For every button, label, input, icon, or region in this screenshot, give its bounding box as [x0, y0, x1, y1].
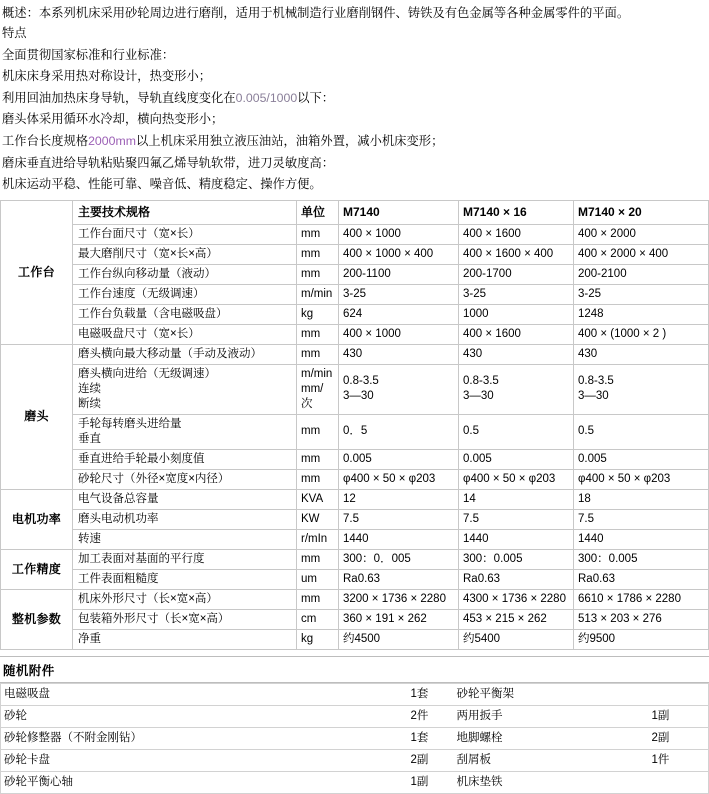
accessory-row	[1, 749, 709, 771]
accessory-row	[1, 727, 709, 749]
spec-row	[1, 324, 709, 344]
model-column-header-3: M7140 × 20	[574, 200, 709, 224]
accessories-section	[0, 656, 709, 794]
group-label-工作精度: 工作精度	[1, 549, 73, 589]
spec-row	[1, 284, 709, 304]
intro-text: 特点	[2, 26, 27, 40]
spec-name-cell: 电气设备总容量	[73, 489, 297, 509]
value-cell-model-3: 300：0.005	[574, 549, 709, 569]
value-cell-model-2: Ra0.63	[459, 569, 574, 589]
accessory-row	[1, 771, 709, 793]
spec-name-cell: 磨头横向进给（无级调速） 连续 断续	[73, 364, 297, 414]
value-cell-model-3: 3-25	[574, 284, 709, 304]
value-cell-model-3: 约9500	[574, 629, 709, 649]
value-cell-model-2: 0.8-3.5 3—30	[459, 364, 574, 414]
value-cell-model-1: 0.005	[339, 449, 459, 469]
intro-highlight: 0.005/1000	[235, 90, 298, 105]
accessory-qty-right: 1副	[649, 705, 709, 727]
value-cell-model-2: 14	[459, 489, 574, 509]
accessory-qty-left: 1副	[408, 771, 454, 793]
spec-row	[1, 489, 709, 509]
accessory-name-right: 机床垫铁	[454, 771, 649, 793]
value-cell-model-3: 18	[574, 489, 709, 509]
spec-name-cell: 工件表面粗糙度	[73, 569, 297, 589]
value-cell-model-3: 0.8-3.5 3—30	[574, 364, 709, 414]
value-cell-model-1: 7.5	[339, 509, 459, 529]
value-cell-model-3: 400 × 2000 × 400	[574, 244, 709, 264]
spec-row	[1, 529, 709, 549]
spec-row	[1, 609, 709, 629]
intro-text: 概述：本系列机床采用砂轮周边进行磨削，适用于机械制造行业磨削钢件、铸铁及有色金属等各种金属零件的平面。	[2, 6, 630, 20]
value-cell-model-1: 400 × 1000	[339, 224, 459, 244]
group-label-整机参数: 整机参数	[1, 589, 73, 649]
value-cell-model-3: 400 × 2000	[574, 224, 709, 244]
accessory-name-right: 刮屑板	[454, 749, 649, 771]
accessory-qty-right: 1件	[649, 749, 709, 771]
accessory-name-right: 地脚螺栓	[454, 727, 649, 749]
spec-row	[1, 469, 709, 489]
value-cell-model-3: 513 × 203 × 276	[574, 609, 709, 629]
unit-cell: KVA	[297, 489, 339, 509]
value-cell-model-3: 0.5	[574, 414, 709, 449]
spec-name-cell: 最大磨削尺寸（宽×长×高）	[73, 244, 297, 264]
spec-name-cell: 工作台面尺寸（宽×长）	[73, 224, 297, 244]
intro-line	[2, 131, 707, 153]
accessory-name-right: 两用扳手	[454, 705, 649, 727]
unit-cell: mm	[297, 589, 339, 609]
intro-highlight: 2000mm	[88, 133, 136, 148]
value-cell-model-2: 3-25	[459, 284, 574, 304]
unit-cell: mm	[297, 324, 339, 344]
value-cell-model-3: 400 × (1000 × 2 )	[574, 324, 709, 344]
unit-cell: um	[297, 569, 339, 589]
value-cell-model-3: Ra0.63	[574, 569, 709, 589]
value-cell-model-1: 430	[339, 344, 459, 364]
intro-text: 全面贯彻国家标准和行业标准：	[2, 47, 175, 62]
intro-line	[2, 88, 707, 110]
unit-cell: mm	[297, 264, 339, 284]
unit-cell: kg	[297, 629, 339, 649]
spec-name-cell: 手轮每转磨头进给量 垂直	[73, 414, 297, 449]
intro-line	[2, 45, 707, 67]
group-label-磨头: 磨头	[1, 344, 73, 489]
unit-cell: kg	[297, 304, 339, 324]
accessory-row	[1, 683, 709, 705]
group-label-cell: 工作台	[1, 200, 73, 344]
value-cell-model-1: 12	[339, 489, 459, 509]
value-cell-model-1: 0.8-3.5 3—30	[339, 364, 459, 414]
spec-row	[1, 344, 709, 364]
spec-row	[1, 449, 709, 469]
spec-name-cell: 砂轮尺寸（外径×宽度×内径）	[73, 469, 297, 489]
unit-column-header: 单位	[297, 200, 339, 224]
intro-line	[2, 23, 707, 45]
spec-row	[1, 264, 709, 284]
accessory-qty-left: 1套	[408, 727, 454, 749]
value-cell-model-3: 200-2100	[574, 264, 709, 284]
model-column-header-2: M7140 × 16	[459, 200, 574, 224]
spec-name-cell: 净重	[73, 629, 297, 649]
unit-cell: mm	[297, 449, 339, 469]
unit-cell: mm	[297, 244, 339, 264]
spec-row	[1, 509, 709, 529]
spec-name-cell: 工作台速度（无级调速）	[73, 284, 297, 304]
intro-text: 以上机床采用独立液压油站，油箱外置，减小机床变形；	[135, 133, 444, 148]
value-cell-model-1: 400 × 1000	[339, 324, 459, 344]
spec-row	[1, 244, 709, 264]
intro-text: 磨床垂直进给导轨粘贴聚四氟乙烯导轨软带，进刀灵敏度高：	[2, 155, 335, 170]
value-cell-model-3: 0.005	[574, 449, 709, 469]
value-cell-model-3: 430	[574, 344, 709, 364]
value-cell-model-1: 624	[339, 304, 459, 324]
intro-text: 以下：	[297, 90, 335, 105]
unit-cell: m/min mm/次	[297, 364, 339, 414]
value-cell-model-3: 1440	[574, 529, 709, 549]
accessories-title: 随机附件	[0, 657, 709, 683]
accessory-qty-left: 2件	[408, 705, 454, 727]
unit-cell: cm	[297, 609, 339, 629]
value-cell-model-1: 0．5	[339, 414, 459, 449]
accessory-name-left: 砂轮平衡心轴	[1, 771, 408, 793]
accessory-qty-right	[649, 771, 709, 793]
value-cell-model-2: 0.005	[459, 449, 574, 469]
value-cell-model-1: 1440	[339, 529, 459, 549]
accessory-name-left: 砂轮卡盘	[1, 749, 408, 771]
value-cell-model-2: 1440	[459, 529, 574, 549]
intro-line	[2, 153, 707, 175]
accessory-qty-right	[649, 683, 709, 705]
spec-name-cell: 磨头电动机功率	[73, 509, 297, 529]
value-cell-model-1: φ400 × 50 × φ203	[339, 469, 459, 489]
spec-row	[1, 364, 709, 414]
spec-row	[1, 224, 709, 244]
accessory-name-left: 砂轮修整器（不附金刚钻）	[1, 727, 408, 749]
unit-cell: KW	[297, 509, 339, 529]
unit-cell: m/min	[297, 284, 339, 304]
value-cell-model-1: 200-1100	[339, 264, 459, 284]
intro-line	[2, 0, 707, 23]
unit-cell: mm	[297, 344, 339, 364]
value-cell-model-2: 400 × 1600	[459, 324, 574, 344]
intro-text: 磨头体采用循环水冷却，横向热变形小；	[2, 112, 224, 127]
value-cell-model-3: 1248	[574, 304, 709, 324]
intro-line	[2, 66, 707, 88]
spec-name-cell: 加工表面对基面的平行度	[73, 549, 297, 569]
value-cell-model-2: 453 × 215 × 262	[459, 609, 574, 629]
accessory-qty-right: 2副	[649, 727, 709, 749]
intro-text: 机床运动平稳、性能可靠、噪音低、精度稳定、操作方便。	[2, 177, 322, 192]
value-cell-model-2: 200-1700	[459, 264, 574, 284]
spec-row	[1, 304, 709, 324]
spec-row	[1, 569, 709, 589]
intro-line	[2, 174, 707, 196]
accessory-qty-left: 1套	[408, 683, 454, 705]
value-cell-model-3: 7.5	[574, 509, 709, 529]
intro-text: 机床床身采用热对称设计，热变形小；	[2, 69, 212, 84]
spec-column-header: 主要技术规格	[73, 200, 297, 224]
spec-name-cell: 工作台负载量（含电磁吸盘）	[73, 304, 297, 324]
value-cell-model-2: 400 × 1600 × 400	[459, 244, 574, 264]
spec-name-cell: 垂直进给手轮最小刻度值	[73, 449, 297, 469]
value-cell-model-2: 300：0.005	[459, 549, 574, 569]
value-cell-model-3: 6610 × 1786 × 2280	[574, 589, 709, 609]
unit-cell: mm	[297, 414, 339, 449]
value-cell-model-1: 400 × 1000 × 400	[339, 244, 459, 264]
spec-row	[1, 589, 709, 609]
technical-specification-table	[0, 200, 709, 650]
value-cell-model-1: 300：0．005	[339, 549, 459, 569]
accessory-name-left: 电磁吸盘	[1, 683, 408, 705]
accessories-table	[0, 683, 709, 794]
spec-row	[1, 414, 709, 449]
spec-name-cell: 工作台纵向移动量（液动）	[73, 264, 297, 284]
value-cell-model-1: 3-25	[339, 284, 459, 304]
unit-cell: mm	[297, 469, 339, 489]
spec-row	[1, 549, 709, 569]
spec-row	[1, 629, 709, 649]
group-label-电机功率: 电机功率	[1, 489, 73, 549]
accessory-name-right: 砂轮平衡架	[454, 683, 649, 705]
value-cell-model-2: 430	[459, 344, 574, 364]
value-cell-model-2: 7.5	[459, 509, 574, 529]
value-cell-model-2: 400 × 1600	[459, 224, 574, 244]
spec-name-cell: 包装箱外形尺寸（长×宽×高）	[73, 609, 297, 629]
value-cell-model-1: Ra0.63	[339, 569, 459, 589]
intro-text: 工作台长度规格	[2, 133, 89, 148]
spec-name-cell: 机床外形尺寸（长×宽×高）	[73, 589, 297, 609]
accessory-name-left: 砂轮	[1, 705, 408, 727]
accessory-row	[1, 705, 709, 727]
value-cell-model-3: φ400 × 50 × φ203	[574, 469, 709, 489]
value-cell-model-2: φ400 × 50 × φ203	[459, 469, 574, 489]
spec-name-cell: 转速	[73, 529, 297, 549]
spec-header-row	[1, 200, 709, 224]
model-column-header-1: M7140	[339, 200, 459, 224]
intro-line	[2, 109, 707, 131]
value-cell-model-2: 4300 × 1736 × 2280	[459, 589, 574, 609]
value-cell-model-1: 360 × 191 × 262	[339, 609, 459, 629]
spec-name-cell: 电磁吸盘尺寸（宽×长）	[73, 324, 297, 344]
unit-cell: r/mIn	[297, 529, 339, 549]
accessory-qty-left: 2副	[408, 749, 454, 771]
unit-cell: mm	[297, 224, 339, 244]
value-cell-model-2: 1000	[459, 304, 574, 324]
value-cell-model-1: 约4500	[339, 629, 459, 649]
spec-name-cell: 磨头横向最大移动量（手动及液动）	[73, 344, 297, 364]
value-cell-model-2: 约5400	[459, 629, 574, 649]
value-cell-model-2: 0.5	[459, 414, 574, 449]
intro-text-block	[0, 0, 709, 196]
intro-text: 利用回油加热床身导轨，导轨直线度变化在	[2, 90, 236, 105]
value-cell-model-1: 3200 × 1736 × 2280	[339, 589, 459, 609]
unit-cell: mm	[297, 549, 339, 569]
